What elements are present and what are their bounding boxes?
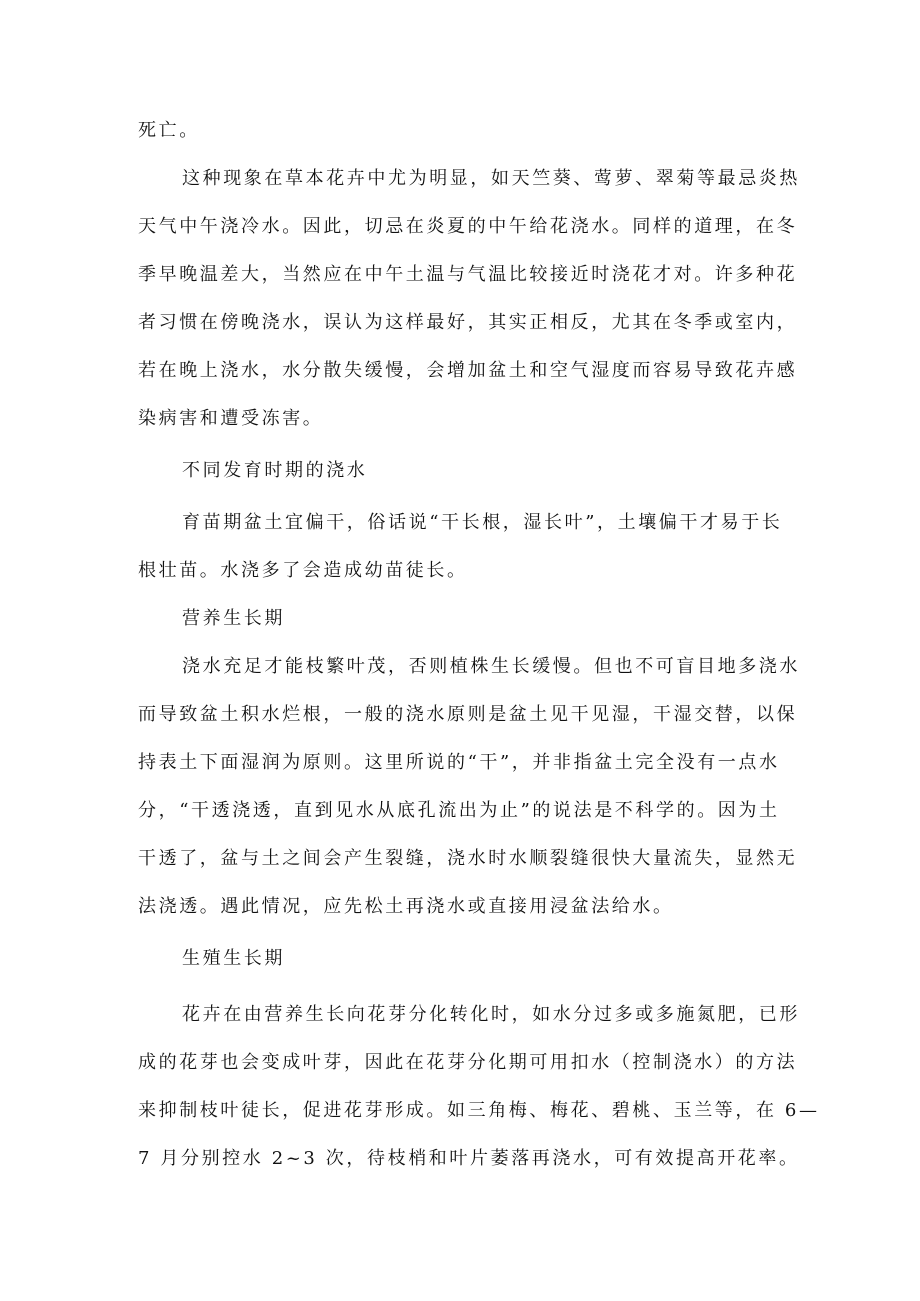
section-heading: 生殖生长期 — [182, 948, 285, 969]
text-line: 者习惯在傍晚浇水，误认为这样最好，其实正相反，尤其在冬季或室内， — [138, 312, 798, 333]
paragraph-first-line: 花卉在由营养生长向花芽分化转化时，如水分过多或多施氮肥，已形 — [182, 1004, 800, 1025]
paragraph-first-line: 这种现象在草本花卉中尤为明显，如天竺葵、莺萝、翠菊等最忌炎热 — [182, 168, 800, 189]
text-line: 而导致盆土积水烂根，一般的浇水原则是盆土见干见湿，干湿交替，以保 — [138, 704, 798, 725]
text-line: 死亡。 — [138, 120, 200, 141]
text-line: 根壮苗。水浇多了会造成幼苗徒长。 — [138, 560, 468, 581]
text-line: 若在晚上浇水，水分散失缓慢，会增加盆土和空气湿度而容易导致花卉感 — [138, 360, 798, 381]
section-heading: 不同发育时期的浇水 — [182, 460, 368, 481]
text-line: 染病害和遭受冻害。 — [138, 408, 324, 429]
text-line: 7 月分别控水 2~3 次，待枝梢和叶片萎落再浇水，可有效提高开花率。 — [138, 1148, 800, 1169]
paragraph-first-line: 浇水充足才能枝繁叶茂，否则植株生长缓慢。但也不可盲目地多浇水 — [182, 656, 800, 677]
text-line: 季早晚温差大，当然应在中午土温与气温比较接近时浇花才对。许多种花 — [138, 264, 798, 285]
section-heading: 营养生长期 — [182, 608, 285, 629]
text-line: 分，“干透浇透，直到见水从底孔流出为止”的说法是不科学的。因为土 — [138, 800, 780, 821]
text-line: 来抑制枝叶徒长，促进花芽形成。如三角梅、梅花、碧桃、玉兰等，在 6— — [138, 1100, 820, 1121]
paragraph-first-line: 育苗期盆土宜偏干，俗话说“干长根，湿长叶”，土壤偏干才易于长 — [182, 512, 783, 533]
text-line: 天气中午浇冷水。因此，切忌在炎夏的中午给花浇水。同样的道理，在冬 — [138, 216, 798, 237]
text-line: 法浇透。遇此情况，应先松土再浇水或直接用浸盆法给水。 — [138, 896, 674, 917]
text-line: 持表土下面湿润为原则。这里所说的“干”，并非指盆土完全没有一点水 — [138, 752, 780, 773]
text-line: 成的花芽也会变成叶芽，因此在花芽分化期可用扣水（控制浇水）的方法 — [138, 1052, 798, 1073]
text-line: 干透了，盆与土之间会产生裂缝，浇水时水顺裂缝很快大量流失，显然无 — [138, 848, 798, 869]
